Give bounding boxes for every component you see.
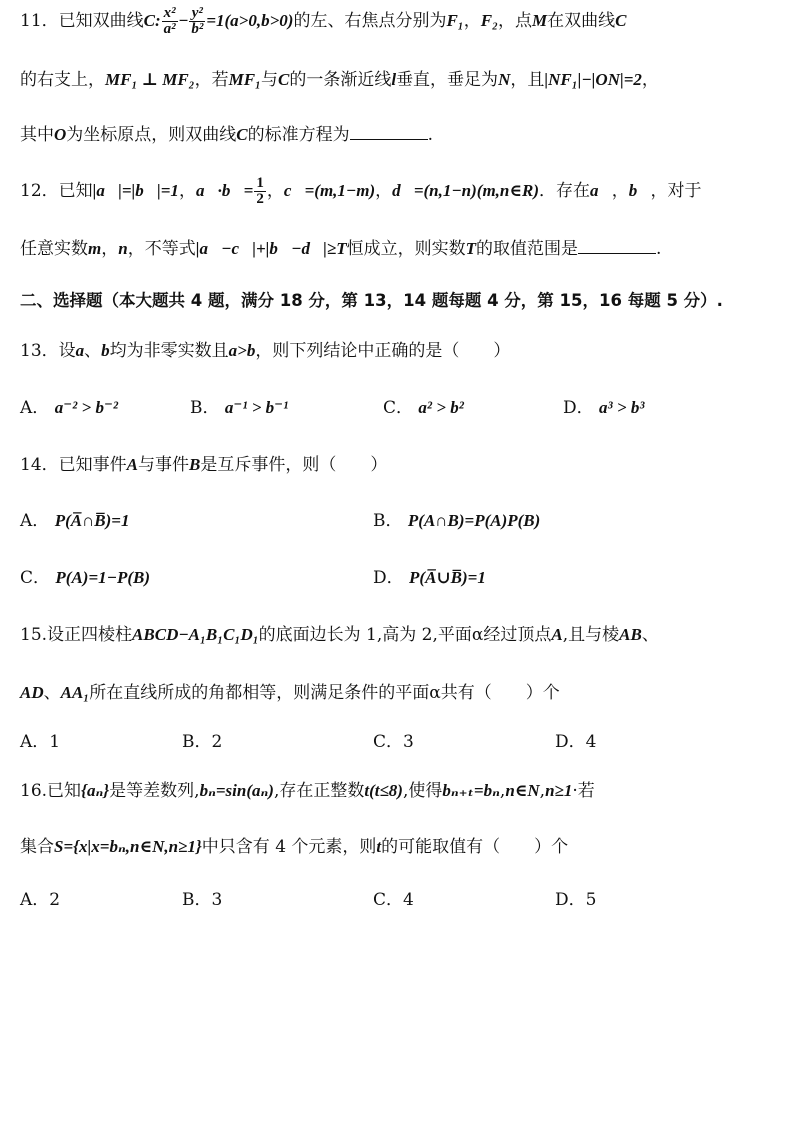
q13-option-b[interactable]: B． a⁻¹ > b⁻¹: [190, 398, 289, 418]
q16-option-b[interactable]: B．3: [182, 890, 223, 910]
q13-option-c[interactable]: C． a² > b²: [383, 398, 464, 418]
q16-line-2: 集合S={x|x=bₙ,n∈N,n≥1}中只含有 4 个元素，则t的可能取值有（ ）个: [20, 837, 569, 857]
q15-option-a[interactable]: A．1: [20, 732, 61, 752]
q15-line-2: AD、AA₁所在直线所成的角都相等，则满足条件的平面α共有（ ）个: [20, 683, 560, 703]
q14-option-b[interactable]: B． P(A∩B)=P(A)P(B): [373, 511, 541, 531]
q11-frac-y: $\frac{\text{y²}}{\text{b²}}$: [191, 5, 204, 37]
q13-option-a[interactable]: A． a⁻² > b⁻²: [20, 398, 119, 418]
q11-eq-tail: =1(a>0,b>0): [206, 11, 294, 30]
q11-line-3: 其中O为坐标原点，则双曲线C的标准方程为 .: [20, 125, 434, 145]
q14-option-d[interactable]: D． P(A̅∪B̅)=1: [373, 568, 486, 588]
q12-answer-blank[interactable]: [578, 237, 656, 254]
q16-line-1: 16.已知{aₙ}是等差数列,bₙ=sin(aₙ),存在正整数t(t≤8),使得bₙ₊ₜ=bₙ,n∈N,n≥1·若: [20, 781, 595, 801]
q11-frac-x: $\frac{\text{x²}}{\text{a²}}$: [163, 5, 176, 37]
q14-option-c[interactable]: C． P(A)=1−P(B): [20, 568, 151, 588]
section-2-title: 二、选择题（本大题共 4 题，满分 18 分，第 13，14 题每题 4 分，第 15，16 每题 5 分）.: [20, 291, 723, 310]
q11-line-1: 11．已知双曲线C: $\frac{\text{x²}}{\text{a²}}$ − $\frac{\text{y²}}{\text{b²}}$ =1(a>0,b>0)的左、右焦点分别为F₁，F₂，点M在双曲线C: [20, 5, 627, 37]
q15-option-d[interactable]: D．4: [555, 732, 597, 752]
q16-option-a[interactable]: A．2: [20, 890, 61, 910]
q16-option-c[interactable]: C．4: [373, 890, 414, 910]
q12-frac-half: $\frac{1}{2}$: [256, 175, 264, 207]
q15-line-1: 15.设正四棱柱ABCD−A₁B₁C₁D₁的底面边长为 1,高为 2,平面α经过顶点A,且与棱AB、: [20, 625, 659, 645]
q15-option-c[interactable]: C．3: [373, 732, 414, 752]
q14-option-a[interactable]: A． P(A̅∩B̅)=1: [20, 511, 130, 531]
q14-stem: 14．已知事件A与事件B是互斥事件，则（ ）: [20, 455, 388, 475]
q16-option-d[interactable]: D．5: [555, 890, 597, 910]
q11-line-2: 的右支上，MF₁ ⊥ MF₂，若MF₁与C的一条渐近线l垂直，垂足为N，且|NF₁|−|ON|=2，: [20, 70, 659, 90]
q11-answer-blank[interactable]: [350, 123, 428, 140]
q13-stem: 13．设a、b均为非零实数且a>b，则下列结论中正确的是（ ）: [20, 341, 511, 361]
q11-prefix: 11．已知双曲线: [20, 11, 144, 31]
q13-option-d[interactable]: D． a³ > b³: [563, 398, 645, 418]
q11-curve-name: C:: [143, 11, 161, 30]
q12-line-2: 任意实数m，n，不等式|a⃗−c⃗|+|b⃗−d⃗|≥T恒成立，则实数T的取值范围是 .: [20, 239, 662, 259]
q12-line-1: 12．已知|a⃗|=|b⃗|=1，a⃗·b⃗= $\frac{1}{2}$ ，c⃗=(m,1−m)，d⃗=(n,1−n)(m,n∈R)．存在a⃗，b⃗，对于: [20, 175, 702, 207]
q15-option-b[interactable]: B．2: [182, 732, 223, 752]
